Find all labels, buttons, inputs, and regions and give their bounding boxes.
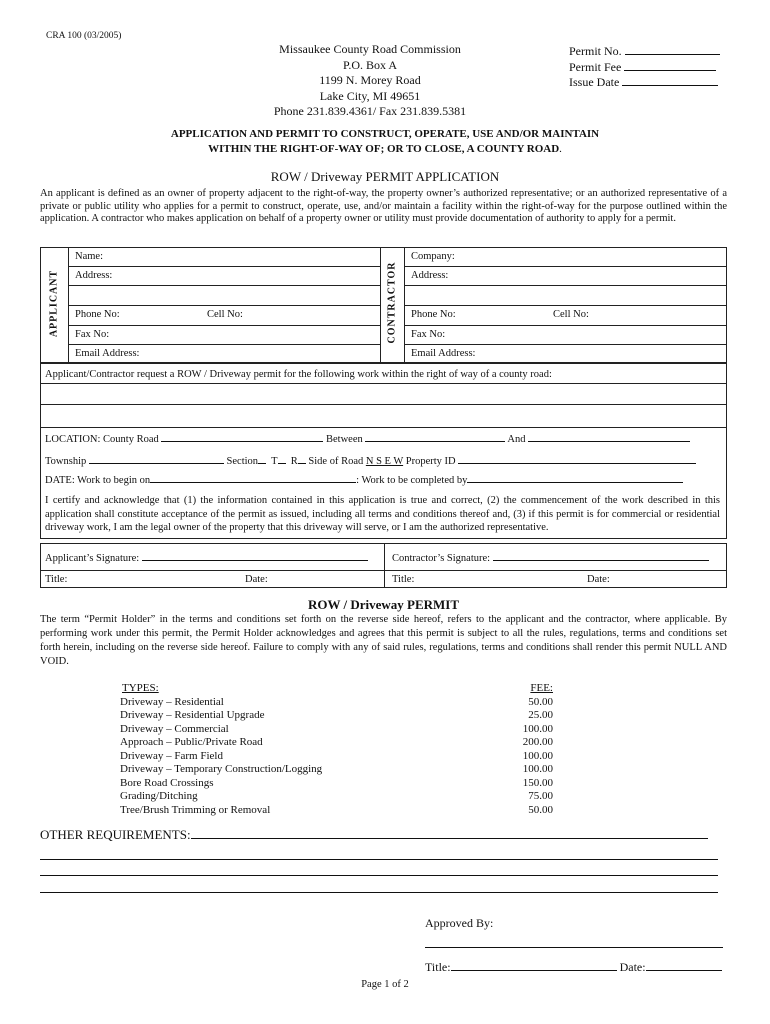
fee-amount: 200.00 bbox=[522, 736, 553, 748]
and-field[interactable] bbox=[528, 441, 690, 442]
contractor-signature-label: Contractor’s Signature: bbox=[392, 553, 491, 564]
section-label: Section bbox=[226, 456, 259, 467]
title-line-2: WITHIN THE RIGHT-OF-WAY OF; OR TO CLOSE, A COUNTY ROAD bbox=[208, 143, 560, 155]
fee-type: Driveway – Residential Upgrade bbox=[120, 709, 265, 721]
township-label: Township bbox=[45, 456, 87, 467]
contractor-signature-row bbox=[392, 553, 709, 564]
fee-header: FEE: bbox=[530, 682, 553, 694]
fee-type: Driveway – Residential bbox=[120, 695, 224, 708]
contractor-address-line-2[interactable] bbox=[411, 290, 721, 304]
permit-no-row bbox=[569, 44, 720, 60]
contractor-company-field[interactable]: Company: bbox=[411, 251, 455, 262]
approval-date-label: Date: bbox=[619, 960, 646, 974]
applicant-address-field[interactable]: Address: bbox=[75, 270, 113, 281]
fee-row bbox=[120, 790, 560, 804]
between-label: Between bbox=[326, 434, 363, 445]
applicant-title-field[interactable]: Title: bbox=[45, 574, 68, 585]
township-row bbox=[45, 456, 696, 467]
and-label: And bbox=[507, 434, 526, 445]
org-phone: Phone 231.839.4361/ Fax 231.839.5381 bbox=[273, 104, 467, 118]
location-row bbox=[45, 434, 690, 445]
fee-type: Driveway – Temporary Construction/Logging bbox=[120, 763, 323, 775]
r-field[interactable] bbox=[298, 463, 306, 464]
fee-type: Approach – Public/Private Road bbox=[120, 736, 263, 748]
applicant-name-field[interactable]: Name: bbox=[75, 251, 103, 262]
property-id-label: Property ID bbox=[405, 456, 456, 467]
fee-type: Driveway – Farm Field bbox=[120, 749, 223, 762]
fee-row bbox=[120, 763, 560, 777]
fee-amount: 25.00 bbox=[528, 709, 553, 721]
applicant-date-field[interactable]: Date: bbox=[245, 574, 268, 585]
other-requirements-line-3[interactable] bbox=[40, 860, 718, 876]
work-description-line-1[interactable] bbox=[45, 388, 720, 402]
title-line-2-period: . bbox=[559, 143, 562, 155]
permit-no-label: Permit No. bbox=[569, 44, 622, 58]
intro-paragraph: An applicant is defined as an owner of property adjacent to the right-of-way, the property owner’s authorized representative; or an authorized representative of a private or public utility who applies for a permit to construct, operate, use, and/or maintain a facility within the right-of-way for the purpose outlined within the application. A contractor who makes application on behalf of a property owner or utility must provide documentation of authority to apply for a permit. bbox=[40, 188, 727, 224]
t-field[interactable] bbox=[278, 463, 286, 464]
fee-rows bbox=[120, 696, 560, 818]
fee-amount: 50.00 bbox=[528, 695, 553, 708]
applicant-signature-field[interactable] bbox=[142, 560, 368, 561]
fee-amount: 100.00 bbox=[522, 722, 553, 735]
date-begin-field[interactable] bbox=[150, 482, 356, 483]
approval-title-label: Title: bbox=[425, 960, 451, 974]
other-requirements-field[interactable] bbox=[191, 826, 708, 839]
permit-no-field[interactable] bbox=[625, 44, 720, 55]
date-complete-label: : Work to be completed by bbox=[356, 475, 468, 486]
township-field[interactable] bbox=[89, 463, 224, 464]
contractor-address-field[interactable]: Address: bbox=[411, 270, 449, 281]
applicant-email-field[interactable]: Email Address: bbox=[75, 348, 140, 359]
fee-row bbox=[120, 804, 560, 818]
approved-by-label: Approved By: bbox=[425, 916, 494, 930]
property-id-field[interactable] bbox=[458, 463, 696, 464]
permit-fee-label: Permit Fee bbox=[569, 59, 622, 74]
other-requirements bbox=[40, 826, 730, 893]
approval-title-field[interactable] bbox=[451, 970, 617, 971]
request-text: Applicant/Contractor request a ROW / Driveway permit for the following work within the right of way of a county road: bbox=[45, 369, 552, 380]
fee-row bbox=[120, 750, 560, 764]
work-description-line-2[interactable] bbox=[45, 409, 720, 423]
applicant-address-line-2[interactable] bbox=[75, 290, 375, 304]
types-header: TYPES: bbox=[122, 682, 159, 694]
org-name: Missaukee County Road Commission bbox=[279, 42, 461, 56]
fee-row bbox=[120, 777, 560, 791]
applicant-signature-row bbox=[45, 553, 368, 564]
permit-heading: ROW / Driveway PERMIT bbox=[307, 597, 460, 612]
contractor-email-field[interactable]: Email Address: bbox=[411, 348, 476, 359]
fee-amount: 50.00 bbox=[528, 803, 553, 816]
form-code: CRA 100 (03/2005) bbox=[46, 31, 122, 41]
fee-table bbox=[120, 682, 560, 817]
applicant-signature-label: Applicant’s Signature: bbox=[45, 553, 140, 564]
other-requirements-line-4[interactable] bbox=[40, 876, 718, 893]
other-requirements-row bbox=[40, 826, 730, 843]
certify-paragraph: I certify and acknowledge that (1) the information contained in this application is true and correct, (2) the commencement of the work described in this application shall constitute acceptance of the permit as issued, including all terms and conditions thereof and, (3) if this permit is for commercial or residential driveway work, I am the legal owner of the property that this driveway will serve, or I am the authorized representative. bbox=[45, 495, 720, 533]
other-requirements-line-2[interactable] bbox=[40, 843, 718, 860]
t-label: T bbox=[271, 456, 278, 467]
permit-fee-field[interactable] bbox=[624, 60, 716, 71]
org-pobox: P.O. Box A bbox=[342, 57, 398, 72]
section-field[interactable] bbox=[258, 463, 266, 464]
approval-date-field[interactable] bbox=[646, 970, 722, 971]
date-begin-label: DATE: Work to begin on bbox=[45, 475, 151, 486]
county-road-field[interactable] bbox=[161, 441, 323, 442]
contractor-cell-field[interactable]: Cell No: bbox=[553, 309, 589, 320]
approved-by-field[interactable] bbox=[425, 947, 723, 948]
fee-amount: 150.00 bbox=[522, 776, 553, 789]
applicant-side-label: APPLICANT bbox=[48, 269, 60, 338]
contractor-phone-field[interactable]: Phone No: bbox=[411, 309, 456, 320]
fee-header-row bbox=[120, 682, 560, 696]
side-of-road-label: Side of Road bbox=[308, 456, 364, 467]
fee-type: Grading/Ditching bbox=[120, 790, 198, 802]
application-subtitle: ROW / Driveway PERMIT APPLICATION bbox=[270, 169, 500, 184]
fee-row bbox=[120, 709, 560, 723]
between-field[interactable] bbox=[365, 441, 505, 442]
page-number: Page 1 of 2 bbox=[361, 979, 409, 990]
r-label: R bbox=[290, 456, 298, 467]
title-line-1: APPLICATION AND PERMIT TO CONSTRUCT, OPERATE, USE AND/OR MAINTAIN bbox=[170, 128, 600, 140]
contractor-signature-field[interactable] bbox=[493, 560, 709, 561]
applicant-cell-field[interactable]: Cell No: bbox=[207, 309, 243, 320]
issue-date-field[interactable] bbox=[622, 75, 718, 86]
issue-date-label: Issue Date bbox=[569, 75, 620, 89]
applicant-phone-field[interactable]: Phone No: bbox=[75, 309, 120, 320]
permit-info-block bbox=[569, 44, 720, 91]
nsew-options[interactable]: N S E W bbox=[365, 456, 404, 467]
fee-amount: 100.00 bbox=[522, 749, 553, 762]
fee-row bbox=[120, 723, 560, 737]
permit-paragraph: The term “Permit Holder” in the terms and conditions set forth on the reverse side hereof, refers to the applicant and the contractor, where applicable. By performing work under this permit, the Permit Holder acknowledges and agrees that this permit is subject to all the rules, regulations, terms and conditions set forth herein, including on the reverse side hereof. Failure to comply with any of said rules, regulations, terms and conditions shall render this permit NULL AND VOID. bbox=[40, 614, 727, 667]
other-requirements-label: OTHER REQUIREMENTS: bbox=[40, 827, 191, 842]
org-city: Lake City, MI 49651 bbox=[319, 88, 421, 103]
fee-type: Driveway – Commercial bbox=[120, 722, 229, 735]
fee-type: Bore Road Crossings bbox=[120, 776, 214, 789]
contractor-date-field[interactable]: Date: bbox=[587, 574, 610, 585]
page-title bbox=[40, 127, 730, 157]
permit-fee-row bbox=[569, 60, 720, 76]
contractor-fax-field[interactable]: Fax No: bbox=[411, 329, 446, 340]
org-street: 1199 N. Morey Road bbox=[319, 73, 421, 87]
contractor-side-label: CONTRACTOR bbox=[386, 261, 398, 344]
issue-date-row bbox=[569, 75, 720, 91]
fee-row bbox=[120, 736, 560, 750]
date-complete-field[interactable] bbox=[467, 482, 683, 483]
contractor-title-field[interactable]: Title: bbox=[392, 574, 415, 585]
date-row bbox=[45, 475, 683, 486]
location-label: LOCATION: County Road bbox=[45, 434, 159, 445]
applicant-fax-field[interactable]: Fax No: bbox=[75, 329, 110, 340]
fee-type: Tree/Brush Trimming or Removal bbox=[120, 803, 271, 816]
approval-title-date-row bbox=[425, 960, 722, 975]
fee-row bbox=[120, 696, 560, 710]
fee-amount: 100.00 bbox=[522, 763, 553, 775]
fee-amount: 75.00 bbox=[528, 790, 553, 802]
org-address-block bbox=[250, 42, 490, 120]
